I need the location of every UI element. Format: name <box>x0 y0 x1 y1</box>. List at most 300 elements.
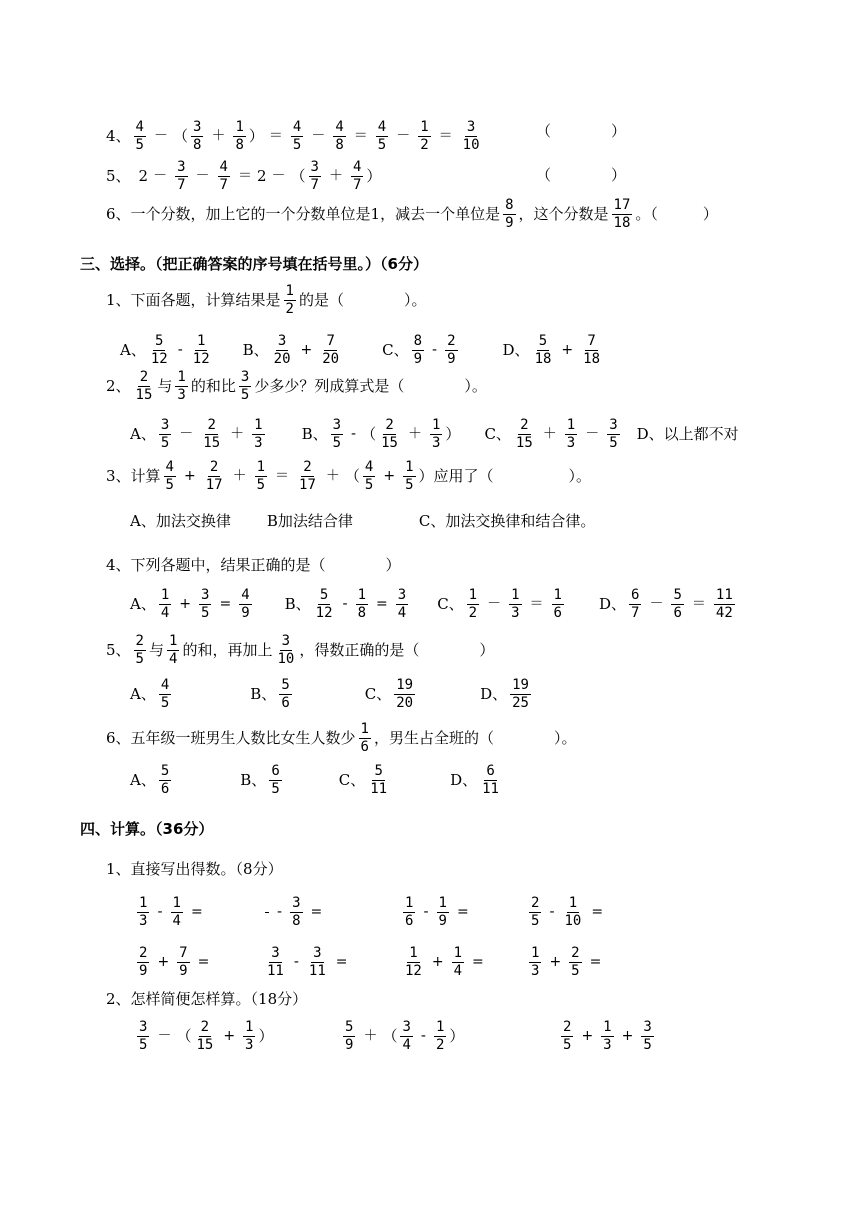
denominator: 2 <box>468 604 478 621</box>
choice-q3: 3、计算 $\frac{4}{5}$ + $\frac{2}{17}$ ＋ $\frac{1}{5}$ ＝ $\frac{2}{17}$ ＋ （ $\frac{4}{5}$ + $\frac{1}{5}$ ） 应用了（ ）。 <box>106 459 592 493</box>
fraction <box>239 370 251 402</box>
fraction <box>480 764 501 796</box>
numerator: 2 <box>531 895 540 911</box>
numerator: 1 <box>285 283 294 299</box>
numerator: 11 <box>715 587 733 603</box>
numerator: 4 <box>377 119 387 135</box>
option-b[interactable]: B、 <box>301 424 328 443</box>
numerator: 2 <box>139 369 149 385</box>
numerator: 3 <box>313 945 322 961</box>
calc-item: $\frac{2}{9}$ + $\frac{7}{9}$ = <box>139 945 210 979</box>
fraction <box>199 588 211 620</box>
fraction <box>437 896 449 928</box>
numerator: 1 <box>453 945 463 961</box>
numerator: 2 <box>200 1019 210 1035</box>
fraction <box>291 120 303 152</box>
denominator: 12 <box>150 350 168 367</box>
fraction <box>529 946 541 978</box>
fraction <box>561 1020 573 1052</box>
denominator: 42 <box>715 604 733 621</box>
fraction <box>314 588 335 620</box>
option-b[interactable]: B、 <box>242 340 269 359</box>
denominator: 15 <box>381 434 398 451</box>
denominator: 7 <box>631 604 640 621</box>
denominator: 9 <box>505 214 514 231</box>
numerator: 1 <box>405 895 414 911</box>
fraction <box>255 460 267 492</box>
numerator: 2 <box>139 945 148 961</box>
fraction <box>159 764 171 796</box>
denominator: 25 <box>512 694 529 711</box>
fraction <box>243 1020 255 1052</box>
numerator: 2 <box>563 1019 572 1035</box>
fraction <box>503 198 515 230</box>
denominator: 17 <box>205 476 223 493</box>
choice-q2: 2、 $\frac{2}{15}$ 与 $\frac{1}{3}$ 的和比 $\frac{3}{5}$ 少多少？列成算式是（ ）。 <box>106 369 487 403</box>
numerator: 1 <box>172 895 181 911</box>
fraction <box>509 588 521 620</box>
answer-blank[interactable]: （ ） <box>536 122 627 140</box>
calc-item: - $\frac{3}{8}$ = <box>262 896 400 928</box>
numerator: 3 <box>609 417 618 433</box>
fraction <box>194 1020 215 1052</box>
numerator: 5 <box>345 1019 354 1035</box>
numerator: 3 <box>466 119 476 135</box>
fraction <box>363 460 375 492</box>
fraction <box>368 764 389 796</box>
numerator: 6 <box>486 763 495 779</box>
option-b[interactable]: B、 <box>250 684 277 703</box>
denominator: 3 <box>603 1036 612 1053</box>
numerator: 3 <box>193 119 202 135</box>
denominator: 5 <box>571 962 580 979</box>
fraction <box>149 334 170 366</box>
denominator: 12 <box>315 604 333 621</box>
numerator: 3 <box>281 633 291 649</box>
numerator: 2 <box>385 417 394 433</box>
denominator: 5 <box>135 136 144 153</box>
denominator: 3 <box>245 1036 254 1053</box>
fraction <box>191 120 203 152</box>
denominator: 10 <box>277 650 295 667</box>
fraction <box>569 946 581 978</box>
option-c[interactable]: C、加法交换律和结合律。 <box>418 512 596 530</box>
denominator <box>265 913 269 914</box>
denominator: 5 <box>240 386 250 403</box>
denominator: 6 <box>160 780 170 797</box>
fraction <box>269 764 281 796</box>
denominator: 5 <box>405 476 414 493</box>
fraction <box>533 334 554 366</box>
fraction <box>204 460 225 492</box>
option-b[interactable]: B、 <box>284 594 311 613</box>
denominator: 9 <box>438 912 447 929</box>
calc-row-3 <box>134 1020 657 1052</box>
denominator: 8 <box>292 912 301 929</box>
denominator: 5 <box>135 650 144 667</box>
denominator: 5 <box>160 434 170 451</box>
denominator: 9 <box>241 604 250 621</box>
numerator: 6 <box>271 763 280 779</box>
denominator: 6 <box>281 694 290 711</box>
option-a[interactable]: A、 <box>130 684 156 703</box>
fraction <box>581 334 602 366</box>
numerator: 1 <box>256 459 266 475</box>
numerator: 1 <box>566 417 576 433</box>
judge-q4: 4、 $\frac{4}{5}$ － （ $\frac{3}{8}$ ＋ $\frac{1}{8}$ ） ＝ $\frac{4}{5}$ － $\frac{4}{8}$ ＝ $\frac{4}{5}$ － $\frac{1}{2}$ ＝ $\frac{3}{10}$ <box>106 119 480 153</box>
fraction <box>430 418 442 450</box>
numerator: 8 <box>505 197 514 213</box>
option-c[interactable]: C、 <box>484 424 511 443</box>
denominator: 5 <box>563 1036 572 1053</box>
denominator: 17 <box>299 476 316 493</box>
numerator: 4 <box>352 159 362 175</box>
denominator: 4 <box>453 962 463 979</box>
section-title: 三、选择。（把正确答案的序号填在括号里。）（6分） <box>80 255 428 273</box>
numerator: 1 <box>431 417 441 433</box>
option-a[interactable]: A、 <box>120 340 146 359</box>
numerator: 3 <box>240 369 250 385</box>
choice-q3-options <box>130 514 595 529</box>
denominator: 10 <box>462 136 480 153</box>
fraction <box>275 634 296 666</box>
calc-sub1: 1、直接写出得数。（8分） <box>106 860 283 878</box>
numerator: 1 <box>357 587 367 603</box>
option-c[interactable]: C、 <box>437 594 464 613</box>
numerator: 6 <box>631 587 640 603</box>
fraction <box>218 160 230 192</box>
numerator: 2 <box>207 417 216 433</box>
numerator: 1 <box>177 369 186 385</box>
numerator: 3 <box>271 945 280 961</box>
option-c[interactable]: C、 <box>382 340 409 359</box>
numerator: 2 <box>135 633 144 649</box>
fraction <box>309 160 321 192</box>
fraction <box>529 896 541 928</box>
denominator: 6 <box>405 912 414 929</box>
numerator: 2 <box>209 459 219 475</box>
fraction <box>396 588 408 620</box>
denominator: 9 <box>345 1036 354 1053</box>
fraction <box>514 418 535 450</box>
denominator: 20 <box>322 350 340 367</box>
fraction <box>297 460 318 492</box>
fraction <box>403 946 424 978</box>
fraction <box>307 946 328 978</box>
option-c[interactable]: C、 <box>364 684 392 703</box>
fraction <box>284 284 296 316</box>
numerator: 4 <box>160 677 170 693</box>
calc-row-2 <box>134 946 606 978</box>
numerator: 1 <box>160 587 170 603</box>
choice-q4: 4、下列各题中，结果正确的是（ ） <box>106 556 401 574</box>
judge-q5-blank[interactable] <box>536 168 626 183</box>
fraction <box>376 120 388 152</box>
numerator: 3 <box>332 417 342 433</box>
choice-q6: 6、五年级一班男生人数比女生人数少 $\frac{1}{6}$ ，男生占全班的（ ）。 <box>106 721 577 755</box>
fraction <box>607 418 619 450</box>
denominator: 5 <box>256 476 266 493</box>
option-d[interactable]: D、 <box>480 684 508 703</box>
numerator: 4 <box>135 119 144 135</box>
fraction <box>137 1020 149 1052</box>
denominator: 5 <box>377 136 387 153</box>
numerator: 3 <box>160 417 170 433</box>
fraction <box>239 588 251 620</box>
denominator: 5 <box>531 912 540 929</box>
fraction <box>177 946 189 978</box>
numerator: 19 <box>512 677 529 693</box>
denominator: 15 <box>203 434 221 451</box>
fraction <box>290 896 302 928</box>
option-c[interactable]: C、 <box>338 770 366 789</box>
option-a[interactable]: A、加法交换律 <box>130 512 231 530</box>
numerator: 5 <box>673 587 682 603</box>
answer-blank[interactable]: 。（ ） <box>635 204 718 223</box>
denominator: 9 <box>139 962 148 979</box>
fraction <box>320 334 341 366</box>
numerator: 1 <box>360 721 369 737</box>
denominator: 4 <box>402 1036 411 1053</box>
numerator: 4 <box>219 159 228 175</box>
option-a[interactable]: A、 <box>130 770 156 789</box>
denominator: 8 <box>357 604 367 621</box>
fraction <box>412 334 424 366</box>
numerator: 3 <box>310 159 319 175</box>
calc-item: $\frac{1}{3}$ + $\frac{2}{5}$ = <box>531 945 602 979</box>
fraction <box>134 634 146 666</box>
numerator: 3 <box>402 1019 411 1035</box>
fraction <box>171 896 183 928</box>
choice-q1-options: A、 $\frac{5}{12}$ - $\frac{1}{12}$ B、 $\frac{3}{20}$ + $\frac{7}{20}$ C、 $\frac{8}{9}$ - $\frac{2}{9}$ D、 $\frac{5}{18}$ + $\frac{7}{18}$ <box>120 333 601 367</box>
fraction <box>510 678 531 710</box>
denominator: 4 <box>172 912 181 929</box>
fraction <box>359 722 371 754</box>
denominator: 7 <box>219 176 228 193</box>
denominator: 3 <box>254 434 263 451</box>
fraction <box>356 588 368 620</box>
denominator: 4 <box>169 650 178 667</box>
fraction <box>400 1020 412 1052</box>
option-d[interactable]: D、 <box>450 770 478 789</box>
choice-q5: 5、 $\frac{2}{5}$ 与 $\frac{1}{4}$ 的和，再加上 $\frac{3}{10}$ ，得数正确的是（ ） <box>106 633 495 667</box>
fraction <box>137 896 149 928</box>
option-d[interactable]: D、以上都不对 <box>636 424 739 443</box>
fraction <box>331 418 343 450</box>
denominator: 5 <box>271 780 280 797</box>
numerator: 1 <box>438 895 447 911</box>
option-a[interactable]: A、 <box>130 594 156 613</box>
denominator: 8 <box>235 136 244 153</box>
denominator: 20 <box>396 694 414 711</box>
denominator: 5 <box>332 434 342 451</box>
option-d[interactable]: D、 <box>598 594 627 613</box>
fraction <box>175 370 187 402</box>
numerator: 1 <box>196 333 206 349</box>
numerator: 4 <box>241 587 250 603</box>
numerator: 1 <box>553 587 562 603</box>
denominator: 9 <box>179 962 188 979</box>
numerator: 3 <box>643 1019 652 1035</box>
numerator: 3 <box>139 1019 148 1035</box>
numerator: 1 <box>468 587 478 603</box>
fraction <box>134 120 146 152</box>
denominator: 5 <box>160 694 170 711</box>
fraction <box>552 588 564 620</box>
fraction <box>403 896 415 928</box>
denominator: 15 <box>135 386 153 403</box>
choice-q2-options: A、 $\frac{3}{5}$ － $\frac{2}{15}$ ＋ $\frac{1}{3}$ B、 $\frac{3}{5}$ - （ $\frac{2}{15}$ ＋ $\frac{1}{3}$ ） C、 $\frac{2}{15}$ ＋ $\frac{1}{3}$ － $\frac{3}{5}$ D、以上都不对 <box>130 417 739 451</box>
calc-row-1 <box>134 896 608 928</box>
choice-q1: 1、下面各题，计算结果是 $\frac{1}{2}$ 的是（ ）。 <box>106 283 427 317</box>
numerator: 5 <box>160 763 170 779</box>
calc-item: $\frac{5}{9}$ ＋ （ $\frac{3}{4}$ - $\frac{1}{2}$ ） <box>345 1019 465 1053</box>
judge-q6: 6、一个分数，加上它的一个分数单位是1，减去一个单位是 $\frac{8}{9}$ ，这个分数是 $\frac{17}{18}$ 。（ ） <box>106 197 718 231</box>
numerator: 4 <box>364 459 374 475</box>
fraction <box>714 588 735 620</box>
numerator: 1 <box>245 1019 254 1035</box>
calc-item: $\frac{3}{11}$ - $\frac{3}{11}$ = <box>267 945 348 979</box>
numerator: 2 <box>571 945 580 961</box>
option-b[interactable]: B加法结合律 <box>266 512 353 530</box>
calc-item: $\frac{1}{12}$ + $\frac{1}{4}$ = <box>405 945 484 979</box>
denominator: 8 <box>193 136 202 153</box>
fraction <box>563 896 584 928</box>
denominator: 2 <box>420 136 429 153</box>
fraction <box>612 198 633 230</box>
fraction <box>175 160 187 192</box>
denominator: 5 <box>139 1036 148 1053</box>
denominator: 18 <box>613 214 631 231</box>
numerator: 4 <box>292 119 302 135</box>
calc-item: $\frac{1}{3}$ - $\frac{1}{4}$ = <box>139 895 203 929</box>
numerator: 3 <box>277 333 287 349</box>
numerator: 3 <box>397 587 407 603</box>
numerator: 2 <box>447 333 456 349</box>
fraction <box>164 460 176 492</box>
denominator: 18 <box>583 350 601 367</box>
denominator: 15 <box>515 434 533 451</box>
fraction <box>279 678 291 710</box>
denominator: 3 <box>177 386 186 403</box>
numerator: 1 <box>169 633 178 649</box>
denominator: 12 <box>192 350 210 367</box>
denominator: 10 <box>564 912 582 929</box>
numerator: 2 <box>520 417 529 433</box>
denominator: 11 <box>482 780 499 797</box>
answer-blank[interactable]: （ ） <box>536 166 627 184</box>
numerator: 1 <box>603 1019 612 1035</box>
denominator: 3 <box>431 434 441 451</box>
fraction <box>137 946 149 978</box>
calc-item: $\frac{3}{5}$ － （ $\frac{2}{15}$ + $\frac{1}{3}$ ） <box>139 1019 274 1053</box>
choice-q4-options: A、 $\frac{1}{4}$ + $\frac{3}{5}$ = $\frac{4}{9}$ B、 $\frac{5}{12}$ - $\frac{1}{8}$ = $\frac{3}{4}$ C、 $\frac{1}{2}$ － $\frac{1}{3}$ ＝ $\frac{1}{6}$ D、 $\frac{6}{7}$ － $\frac{5}{6}$ ＝ $\frac{11}{42}$ <box>130 587 733 621</box>
numerator: 1 <box>420 119 429 135</box>
denominator: 18 <box>534 350 552 367</box>
fraction <box>641 1020 653 1052</box>
fraction <box>265 946 286 978</box>
fraction <box>461 120 482 152</box>
calc-sub2: 2、怎样简便怎样算。（18分） <box>106 990 308 1008</box>
numerator: 3 <box>201 587 210 603</box>
denominator: 3 <box>531 962 540 979</box>
fraction <box>159 418 171 450</box>
denominator: 7 <box>310 176 319 193</box>
q-number: 4、 <box>106 126 131 145</box>
numerator: 5 <box>319 587 329 603</box>
numerator: 1 <box>531 945 540 961</box>
fraction <box>191 334 212 366</box>
denominator: 4 <box>397 604 407 621</box>
numerator: 5 <box>281 677 290 693</box>
option-b[interactable]: B、 <box>240 770 267 789</box>
numerator: 4 <box>165 459 174 475</box>
fraction <box>351 160 363 192</box>
denominator: 3 <box>566 434 576 451</box>
fraction <box>452 946 464 978</box>
numerator: 3 <box>177 159 186 175</box>
numerator: 1 <box>511 587 520 603</box>
fraction <box>167 634 179 666</box>
numerator: 2 <box>303 459 312 475</box>
numerator: 1 <box>409 945 418 961</box>
denominator: 12 <box>405 962 422 979</box>
numerator: 7 <box>587 333 596 349</box>
fraction <box>434 1020 446 1052</box>
denominator: 9 <box>447 350 456 367</box>
fraction <box>134 370 155 402</box>
judge-q4-blank[interactable] <box>536 124 626 139</box>
fraction <box>418 120 430 152</box>
fraction <box>601 1020 613 1052</box>
denominator: 11 <box>308 962 326 979</box>
fraction <box>565 418 577 450</box>
numerator: 1 <box>568 895 578 911</box>
numerator: 4 <box>335 119 344 135</box>
numerator: 1 <box>405 459 414 475</box>
denominator: 2 <box>435 1036 445 1053</box>
denominator: 7 <box>177 176 186 193</box>
denominator: 5 <box>165 476 174 493</box>
denominator: 2 <box>285 300 294 317</box>
fraction <box>233 120 245 152</box>
fraction <box>265 911 269 914</box>
fraction <box>403 460 415 492</box>
numerator: 1 <box>235 119 244 135</box>
numerator: 7 <box>326 333 335 349</box>
option-d[interactable]: D、 <box>502 340 530 359</box>
fraction <box>201 418 222 450</box>
denominator: 5 <box>609 434 618 451</box>
denominator: 9 <box>413 350 423 367</box>
fraction <box>333 120 345 152</box>
calc-item: $\frac{1}{6}$ - $\frac{1}{9}$ = <box>405 895 469 929</box>
fraction <box>272 334 293 366</box>
denominator: 6 <box>553 604 562 621</box>
denominator: 5 <box>201 604 210 621</box>
fraction <box>467 588 479 620</box>
section-title: 四、计算。（36分） <box>80 820 214 838</box>
numerator: 5 <box>374 763 383 779</box>
option-a[interactable]: A、 <box>130 424 156 443</box>
fraction <box>394 678 415 710</box>
fraction <box>379 418 400 450</box>
fraction <box>629 588 641 620</box>
numerator: 1 <box>435 1019 445 1035</box>
denominator: 15 <box>196 1036 214 1053</box>
numerator: 1 <box>139 895 148 911</box>
fraction <box>159 678 171 710</box>
